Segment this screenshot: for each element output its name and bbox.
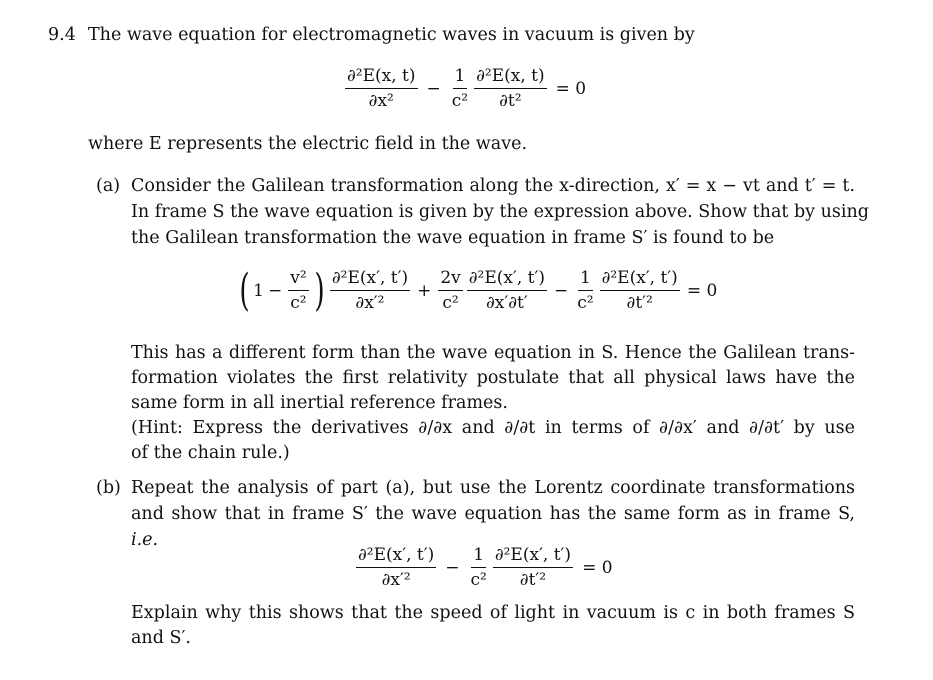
operator: − — [553, 280, 569, 301]
text-line: and S′. — [131, 628, 191, 648]
problem-intro: The wave equation for electromagnetic waves in vacuum is given by — [88, 25, 695, 45]
text-line: Consider the Galilean transformation along the x-direction, x′ = x − vt and t′ = t. — [131, 176, 855, 196]
part-b-final — [131, 602, 855, 649]
denominator: ∂x′∂t′ — [486, 293, 528, 313]
fraction — [474, 66, 547, 111]
text-line: formation violates the first relativity postulate that all physical laws have the — [131, 368, 855, 388]
numerator: v² — [288, 268, 308, 291]
denominator: c² — [470, 570, 487, 590]
operator: − — [445, 557, 460, 578]
one: 1 — [253, 280, 264, 301]
numerator: ∂²E(x′, t′) — [600, 268, 680, 291]
text-line: and show that in frame S′ the wave equation has the same form as in frame S, — [131, 504, 855, 524]
equals-sign: = 0 — [686, 280, 718, 301]
fraction — [356, 545, 436, 590]
galilean-wave-equation — [236, 264, 722, 316]
fraction — [600, 268, 680, 313]
denominator: ∂x² — [368, 91, 394, 111]
fraction — [450, 66, 470, 111]
part-b-label: (b) — [96, 478, 121, 498]
numerator: 1 — [453, 66, 468, 89]
numerator: 1 — [471, 545, 486, 568]
denominator: c² — [290, 293, 307, 313]
numerator: ∂²E(x, t) — [345, 66, 418, 89]
fraction — [288, 268, 308, 313]
denominator: ∂t′² — [519, 570, 547, 590]
fraction — [468, 545, 488, 590]
fraction — [438, 268, 462, 313]
equals-sign: = 0 — [555, 78, 587, 99]
text-line: Repeat the analysis of part (a), but use the Lorentz coordinate transformations — [131, 478, 855, 498]
equals-sign: = 0 — [582, 557, 613, 578]
numerator: ∂²E(x′, t′) — [493, 545, 573, 568]
fraction — [330, 268, 410, 313]
wave-equation — [343, 66, 593, 111]
denominator: c² — [451, 91, 469, 111]
numerator: ∂²E(x′, t′) — [467, 268, 547, 291]
hint-line: of the chain rule.) — [131, 443, 290, 463]
numerator: 1 — [578, 268, 593, 291]
numerator: 2v — [438, 268, 462, 291]
right-paren: ) — [314, 264, 325, 316]
text-line: In frame S the wave equation is given by the expression above. Show that by using — [131, 202, 869, 222]
denominator: c² — [577, 293, 594, 313]
denominator: ∂t′² — [626, 293, 653, 313]
part-b-text — [131, 477, 855, 551]
operator: − — [426, 78, 441, 99]
text-line: This has a different form than the wave equation in S. Hence the Galilean trans- — [131, 343, 855, 363]
fraction — [493, 545, 573, 590]
operator: − — [268, 280, 283, 301]
part-a-label: (a) — [96, 176, 121, 196]
denominator: ∂x′² — [355, 293, 385, 313]
fraction — [345, 66, 418, 111]
operator: + — [417, 280, 432, 301]
numerator: ∂²E(x, t) — [474, 66, 547, 89]
text-line: Explain why this shows that the speed of light in vacuum is c in both frames S — [131, 603, 855, 623]
denominator: ∂x′² — [381, 570, 411, 590]
fraction — [575, 268, 595, 313]
denominator: ∂t² — [499, 91, 522, 111]
hint-line: (Hint: Express the derivatives ∂/∂x and ∂/∂t in terms of ∂/∂x′ and ∂/∂t′ by use — [131, 418, 855, 438]
text-line: the Galilean transformation the wave equation in frame S′ is found to be — [131, 228, 775, 248]
where-line: where E represents the electric field in the wave. — [88, 134, 528, 154]
lorentz-wave-equation — [354, 545, 620, 590]
numerator: ∂²E(x′, t′) — [356, 545, 436, 568]
left-paren: ( — [239, 264, 250, 316]
problem-number: 9.4 — [48, 25, 76, 45]
numerator: ∂²E(x′, t′) — [330, 268, 410, 291]
denominator: c² — [442, 293, 459, 313]
text-line: i.e. — [131, 530, 159, 550]
text-line: same form in all inertial reference frames. — [131, 393, 508, 413]
part-a-text — [131, 175, 869, 249]
part-a-conclusion — [131, 342, 855, 464]
fraction — [467, 268, 547, 313]
